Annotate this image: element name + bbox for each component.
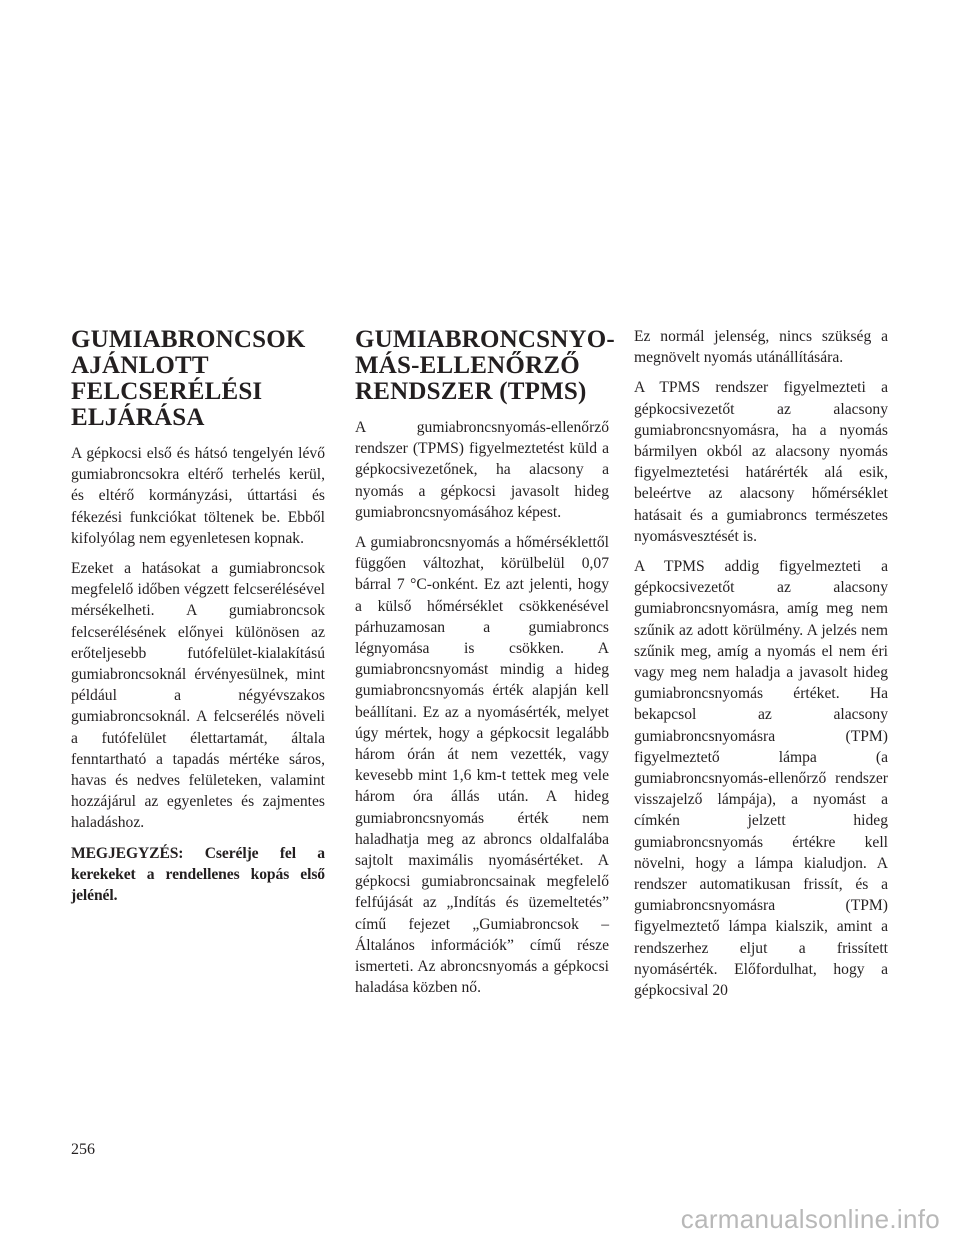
note-paragraph: MEGJEGYZÉS: Cserélje fel a kerekeket a rendellenes kopás első jelénél. [71, 844, 325, 905]
paragraph: A gépkocsi első és hátsó tengelyén lévő gumiabroncsokra eltérő terhelés kerül, és eltérő kormányzási, úttartási és fékezési funkciókat töltenek be. Ebből kifolyólag nem egyenletesen kopnak. [71, 445, 325, 547]
middle-column [355, 326, 615, 1007]
paragraph: A gumiabroncsnyomás-ellenőrző rendszer (TPMS) figyelmeztetést küld a gépkocsivezetőnek, ha alacsony a nyomás a gépkocsi javasolt hideg gumiabroncsnyomásához képest. [355, 419, 609, 521]
paragraph: A gumiabroncsnyomás a hőmérséklettől függően változhat, körülbelül 0,07 bárral 7 °C-onként. Ez azt jelenti, hogy a külső hőmérséklet csökkenésével párhuzamosan a gumiabroncs légnyomása is csökken. A gumiabroncsnyomást mindig a hideg gumiabroncsnyomás érték alapján kell beállítani. Ez az a nyomásérték, melyet úgy mértek, hogy a gépkocsit legalább három órán át nem vezették, vagy kevesebb mint 1,6 km-t tettek meg vele három óra állás után. A hideg gumiabroncsnyomás érték nem haladhatja meg az abroncs oldalfalába sajtolt maximális nyomásértéket. A gépkocsi gumiabroncsainak megfelelő felfújását az „Indítás és üzemeltetés” című fejezet „Gumiabroncsok – Általános információk” című része ismerteti. Az abroncsnyomás a gépkocsi haladása közben nő. [355, 534, 609, 997]
paragraph: Ez normál jelenség, nincs szükség a megnövelt nyomás utánállítására. [634, 328, 888, 367]
right-column [634, 326, 888, 1010]
paragraph: Ezeket a hatásokat a gumiabroncsok megfelelő időben végzett felcserélésével mérsékelheti. A gumiabroncsok felcserélésének előnyei különösen az erőteljesebb futófelület-kialakítású gumiabroncsoknál érvényesülnek, mint például a négyévszakos gumiabroncsoknál. A felcserélés növeli a futófelület élettartamát, általa fenntartható a tapadás mértéke sáros, havas és nedves felületeken, valamint hozzájárul az egyenletes és zajmentes haladáshoz. [71, 560, 325, 832]
page-number: 256 [71, 1141, 95, 1158]
left-column [71, 327, 325, 915]
paragraph: A TPMS rendszer figyelmezteti a gépkocsivezetőt az alacsony gumiabroncsnyomásra, ha a nyomás bármilyen okból az alacsony nyomás figyelmeztetési határérték alá esik, beleértve az alacsony hőmérséklet hatásait és a gumiabroncs természetes nyomásvesztését is. [634, 379, 888, 545]
watermark[interactable]: carmanualsonline.info [680, 1204, 940, 1234]
paragraph: A TPMS addig figyelmezteti a gépkocsivezetőt az alacsony gumiabroncsnyomásra, amíg meg nem szűnik az adott körülmény. A jelzés nem szűnik meg, amíg a nyomás el nem éri vagy meg nem haladja a javasolt hideg gumiabroncsnyomás értéket. Ha bekapcsol az alacsony gumiabroncsnyomásra (TPM) figyelmeztető lámpa (a gumiabroncsnyomás-ellenőrző rendszer visszajelző lámpája), a nyomást a címkén jelzett hideg gumiabroncsnyomás értékre kell növelni, hogy a lámpa kialudjon. A rendszer automatikusan frissít, és a gumiabroncsnyomásra (TPM) figyelmeztető lámpa kialszik, amint a rendszerhez eljut a frissített nyomásérték. Előfordulhat, hogy a gépkocsival 20 [634, 558, 888, 1000]
section-heading-tpms: GUMIABRONCSNYOMÁS-ELLENŐRZŐ RENDSZER (TPMS) [355, 326, 615, 405]
section-heading-tire-rotation: GUMIABRONCSOK AJÁNLOTT FELCSERÉLÉSI ELJÁRÁSA [71, 326, 306, 431]
